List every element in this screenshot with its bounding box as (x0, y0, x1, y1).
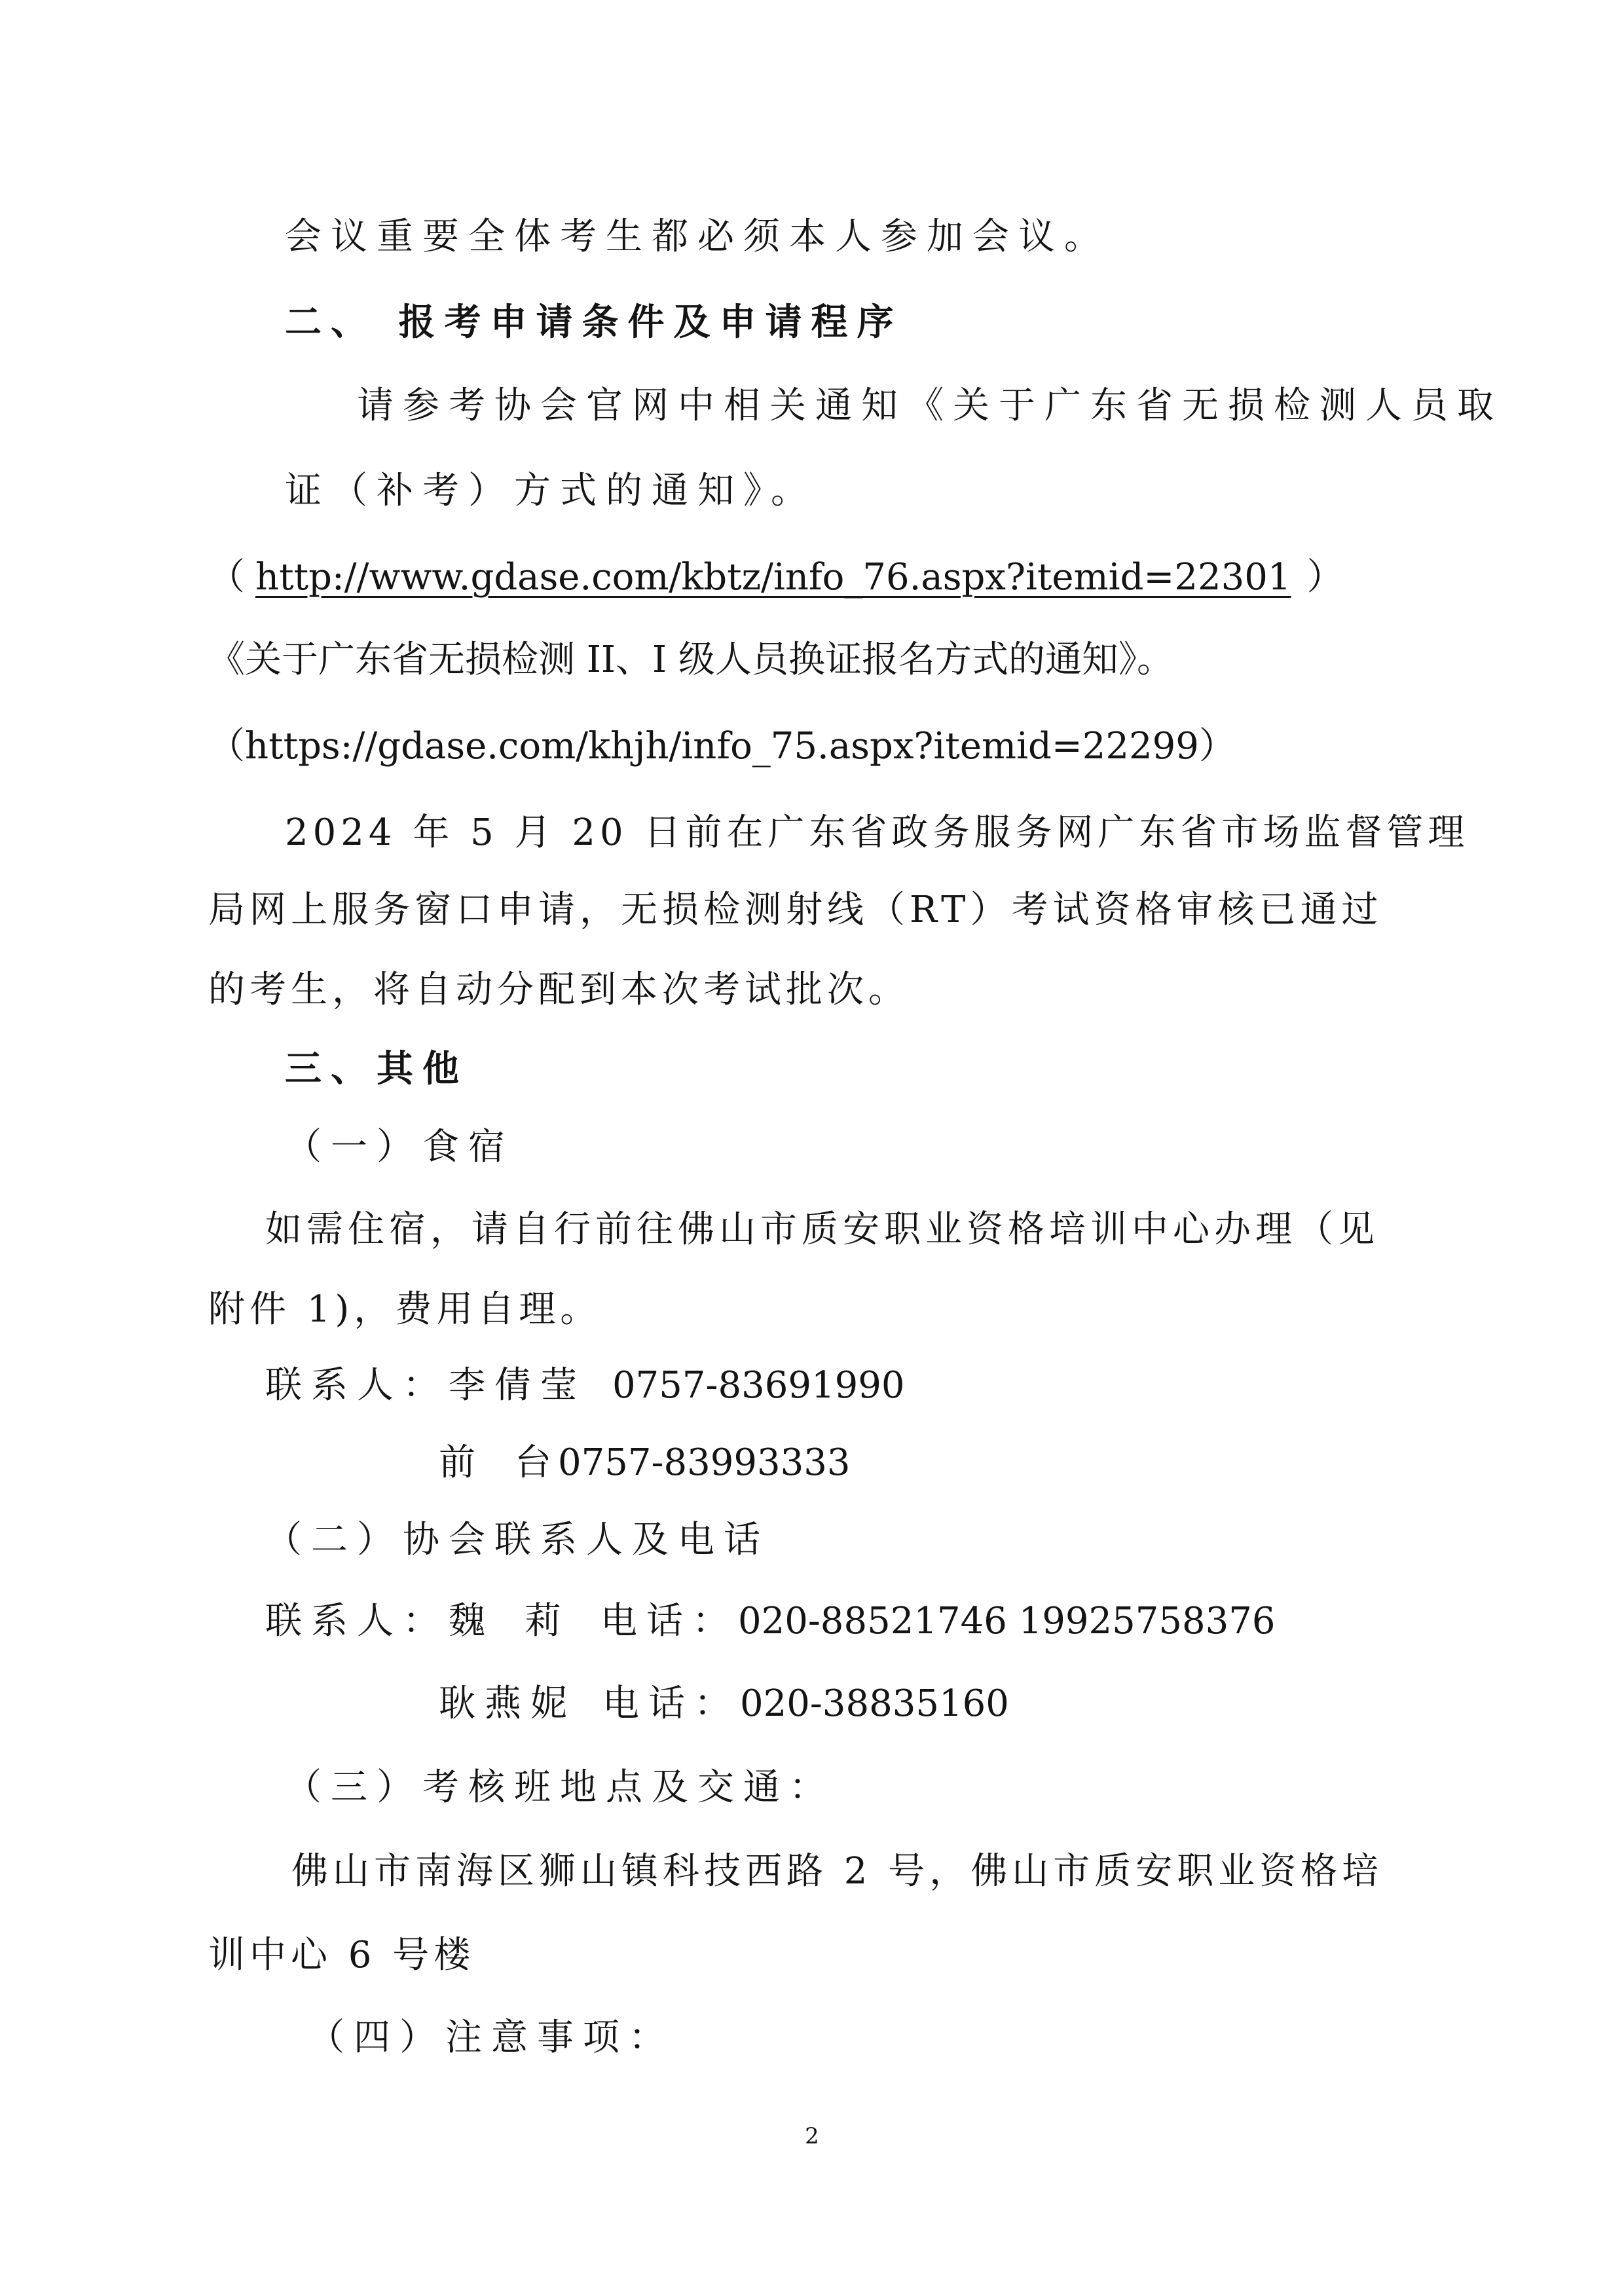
reference-text-line-2: 证（补考）方式的通知》。 (285, 470, 817, 512)
venue-address-line-2: 训中心 6 号楼 (208, 1934, 475, 1976)
link-1-line (208, 551, 1343, 604)
subsection-lodging: （一）食宿 (285, 1126, 514, 1168)
meeting-notice: 会议重要全体考生都必须本人参加会议。 (285, 215, 1110, 258)
lodging-contact-1 (265, 1360, 904, 1412)
association-phones-1: 020-88521746 19925758376 (738, 1600, 1276, 1642)
section-heading-2: 二、 报考申请条件及申请程序 (285, 301, 903, 344)
contact-phone: 0757-83691990 (612, 1364, 905, 1407)
contact-name: 李倩莹 (449, 1364, 586, 1407)
front-desk-char-2: 台 (515, 1441, 551, 1484)
phone-label: 电话： (602, 1682, 740, 1725)
reference-text-line-1: 请参考协会官网中相关通知《关于广东省无损检测人员取 (357, 384, 1503, 427)
phone-label: 电话： (600, 1600, 738, 1642)
lodging-line-1: 如需住宿，请自行前往佛山市质安职业资格培训中心办理（见 (265, 1208, 1379, 1251)
page-number: 2 (805, 2123, 819, 2149)
lodging-line-2: 附件 1)，费用自理。 (208, 1288, 602, 1331)
link-1-open-paren: （ (208, 556, 245, 599)
association-contact-label: 联系人： (265, 1600, 449, 1642)
front-desk-phone: 0757-83993333 (558, 1441, 851, 1484)
link-1-url[interactable]: http://www.gdase.com/kbtz/info_76.aspx?itemid=22301 (255, 556, 1291, 599)
venue-address-line-1: 佛山市南海区狮山镇科技西路 2 号，佛山市质安职业资格培 (291, 1850, 1384, 1893)
contact-label: 联系人： (265, 1364, 449, 1407)
front-desk-char-1: 前 (439, 1441, 475, 1484)
association-name-char-2: 莉 (525, 1600, 561, 1642)
lodging-contact-2 (439, 1437, 850, 1489)
association-name-char-1: 魏 (449, 1600, 485, 1642)
association-phones-2: 020-38835160 (740, 1682, 1009, 1725)
link-1-close-paren: ） (1306, 556, 1344, 599)
deadline-line-3: 的考生，将自动分配到本次考试批次。 (208, 969, 910, 1011)
notice-title: 《关于广东省无损检测 II、I 级人员换证报名方式的通知》。 (208, 639, 1173, 681)
deadline-line-1: 2024 年 5 月 20 日前在广东省政务服务网广东省市场监督管理 (285, 811, 1469, 854)
subsection-association: （二）协会联系人及电话 (265, 1519, 769, 1561)
association-contact-2 (439, 1678, 1009, 1730)
subsection-notes: （四）注意事项： (308, 2016, 674, 2059)
subsection-venue: （三）考核班地点及交通： (285, 1766, 835, 1809)
association-contact-1 (265, 1595, 1276, 1648)
association-name-2: 耿燕妮 (439, 1682, 576, 1725)
section-heading-3: 三、其他 (285, 1047, 468, 1090)
deadline-line-2: 局网上服务窗口申请，无损检测射线（RT）考试资格审核已通过 (208, 889, 1383, 931)
link-2[interactable]: （https://gdase.com/khjh/info_75.aspx?itemid=22299） (208, 725, 1236, 768)
